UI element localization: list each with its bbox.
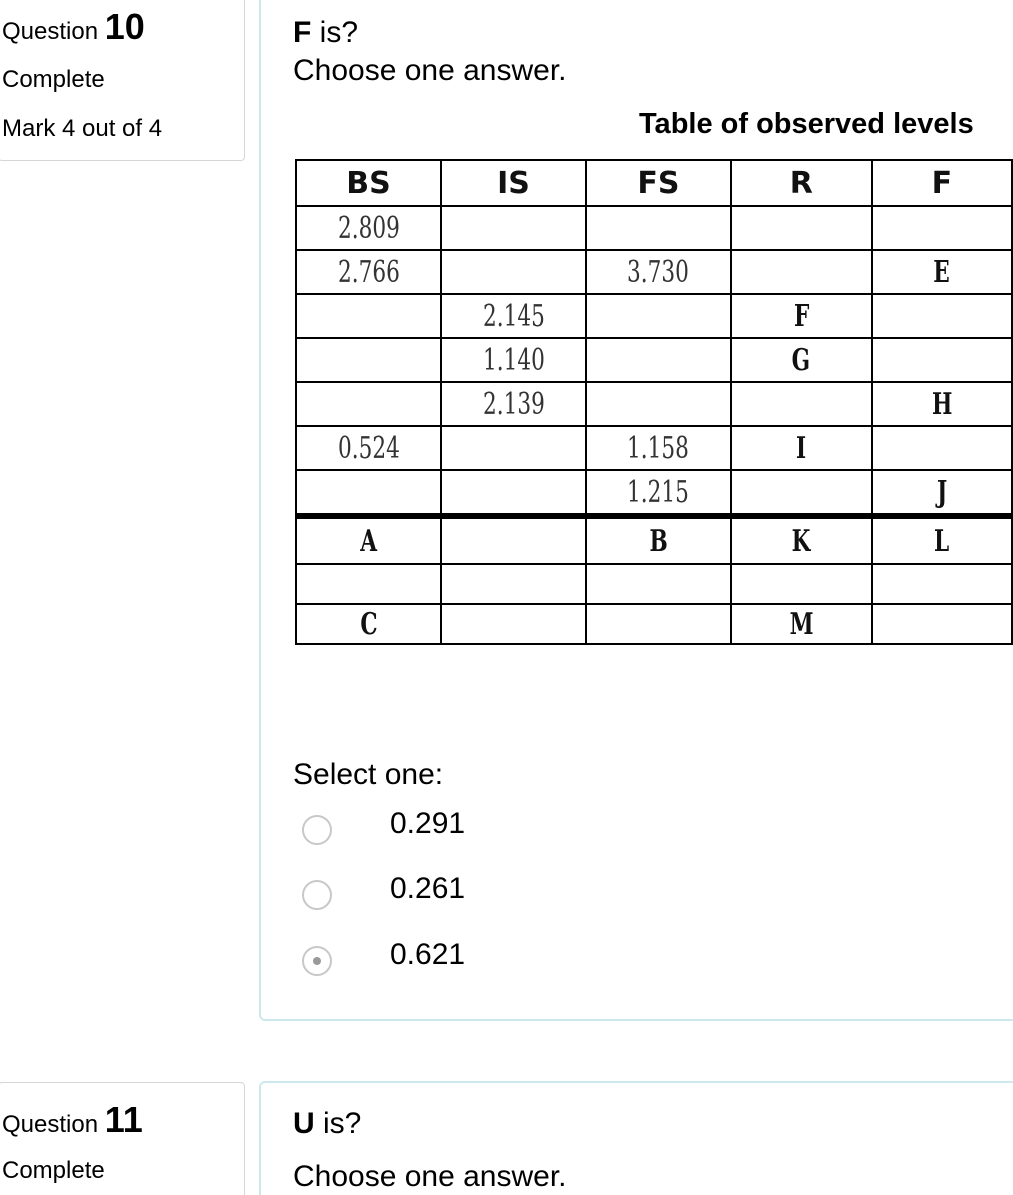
table-cell [586,294,731,338]
table-cell [441,250,586,294]
table-cell-value: G [792,342,811,378]
answer-option-label: 0.291 [390,807,466,840]
table-cell-value: I [796,430,807,466]
table-cell-value: A [360,523,377,559]
table-cell [586,206,731,250]
prompt-variable: F [293,16,312,49]
table-cell [296,604,441,644]
table-cell-value: 2.145 [482,298,545,334]
table-cell-value: 2.139 [482,386,545,422]
table-cell-value: 3.730 [627,254,690,290]
table-row [296,426,1012,470]
table-cell [441,470,586,516]
answer-option-label: 0.261 [390,872,466,905]
table-header-cell: FS [586,160,731,206]
table-cell [731,294,872,338]
table-row [296,338,1012,382]
table-cell [731,426,872,470]
question-mark: Mark 4 out of 4 [2,115,163,142]
table-cell [296,250,441,294]
table-cell-value: M [789,606,814,642]
table-cell [872,426,1012,470]
question-10-prompt [293,16,358,50]
table-cell [731,516,872,564]
table-cell-value: 2.766 [337,254,400,290]
table-cell-value: L [934,523,950,559]
table-cell [296,470,441,516]
answer-option-label: 0.621 [390,938,466,971]
table-cell-value: 0.524 [337,430,400,466]
table-cell [872,470,1012,516]
question-10-heading [2,6,145,48]
table-row [296,470,1012,516]
question-11-heading [2,1099,143,1141]
table-cell [731,564,872,604]
prompt-text: is? [314,1107,362,1140]
table-cell [441,294,586,338]
table-caption: Table of observed levels [639,108,974,140]
table-row [296,516,1012,564]
table-cell [586,250,731,294]
question-word: Question [2,1111,99,1138]
observed-levels-table [295,159,1013,645]
table-header-cell: F [872,160,1012,206]
prompt-text: is? [311,16,359,49]
question-word: Question [2,18,99,45]
table-cell [586,338,731,382]
table-cell-value: K [791,523,811,559]
table-row [296,382,1012,426]
table-cell [731,382,872,426]
table-cell [296,206,441,250]
table-cell [296,516,441,564]
table-cell [872,206,1012,250]
table-cell [586,382,731,426]
table-cell [731,470,872,516]
question-number: 11 [104,1099,143,1140]
radio-button[interactable] [302,815,332,845]
table-row [296,206,1012,250]
table-cell [872,250,1012,294]
table-cell [441,516,586,564]
table-cell [872,294,1012,338]
table-row [296,294,1012,338]
question-11-instruction: Choose one answer. [293,1160,567,1193]
table-row [296,564,1012,604]
table-cell [586,470,731,516]
question-10-info [0,0,245,161]
table-cell-value: 1.158 [627,430,690,466]
question-11-info [0,1082,245,1195]
table-cell-value: 2.809 [337,210,400,246]
table-cell [441,206,586,250]
table-cell-value: C [359,606,378,642]
table-cell-value: F [793,298,809,334]
table-cell-value: 1.140 [482,342,545,378]
table-header-row [296,160,1012,206]
table-cell [586,426,731,470]
table-cell [296,564,441,604]
table-cell [586,516,731,564]
table-cell [296,426,441,470]
table-cell [586,604,731,644]
question-state: Complete [2,66,105,93]
table-cell [441,338,586,382]
table-cell [441,564,586,604]
table-cell [296,294,441,338]
table-cell-value: H [931,386,953,422]
prompt-variable: U [293,1107,315,1140]
table-cell [872,516,1012,564]
table-cell [296,338,441,382]
table-cell-value: E [933,254,951,290]
table-cell-value: 1.215 [627,474,690,510]
table-cell [441,604,586,644]
table-cell [731,250,872,294]
table-cell [872,604,1012,644]
table-cell [872,564,1012,604]
question-state: Complete [2,1157,105,1184]
table-header-cell: IS [441,160,586,206]
table-cell [872,382,1012,426]
radio-button[interactable] [302,880,332,910]
table-row [296,604,1012,644]
table-body [296,206,1012,644]
table-cell [586,564,731,604]
table-cell [296,382,441,426]
select-one-label: Select one: [293,758,444,791]
table-header-cell: R [731,160,872,206]
table-cell-value: J [936,474,947,510]
table-cell [731,338,872,382]
table-header-cell: BS [296,160,441,206]
table-row [296,250,1012,294]
radio-button-selected[interactable] [302,946,332,976]
question-11-prompt [293,1107,361,1141]
table-cell [731,206,872,250]
table-cell [731,604,872,644]
table-cell [441,426,586,470]
table-cell [441,382,586,426]
table-cell-value: B [649,523,668,559]
table-cell [872,338,1012,382]
question-number: 10 [104,6,145,47]
question-10-instruction: Choose one answer. [293,54,567,87]
